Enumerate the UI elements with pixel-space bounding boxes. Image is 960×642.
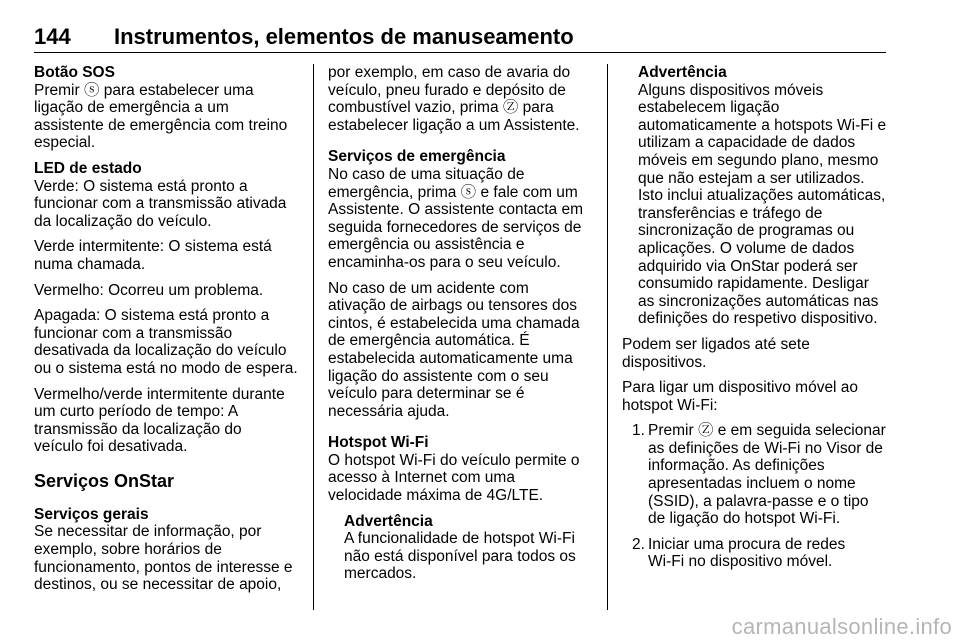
text-line: informação. As definições xyxy=(648,457,825,475)
text-line: mercados. xyxy=(344,565,417,583)
general-services-heading: Serviços gerais xyxy=(34,505,149,523)
list-item xyxy=(622,536,890,571)
emergency-heading: Serviços de emergência xyxy=(328,148,506,166)
text-line: de emergência automática. É xyxy=(328,332,530,350)
led-redgreen-text xyxy=(34,386,300,456)
text-line: ligação do assistente com o seu xyxy=(328,367,549,385)
text-line: estabelecem ligação xyxy=(638,99,780,117)
text-line: numa chamada. xyxy=(34,255,146,273)
column-3 xyxy=(622,64,890,571)
led-green-blink-text xyxy=(34,238,300,273)
list-item xyxy=(622,422,890,528)
text-line: Vermelho/verde intermitente durante xyxy=(34,385,285,403)
text-line: assistente de emergência com treino xyxy=(34,116,288,134)
text-line: Verde intermitente: O sistema está xyxy=(34,238,272,256)
led-red-text xyxy=(34,282,300,300)
text-line: necessária ajuda. xyxy=(328,402,450,420)
text-line: No caso de uma situação de xyxy=(328,165,525,183)
text-line: hotspot Wi-Fi: xyxy=(622,396,718,414)
step-text xyxy=(648,422,890,528)
text-line: funcionamento, pontos de interesse e xyxy=(34,558,293,576)
column-2 xyxy=(328,64,594,583)
text-line: Apagada: O sistema está pronto a xyxy=(34,307,270,325)
text-line: transmissão da localização do xyxy=(34,420,242,438)
connect-text xyxy=(622,379,890,414)
devices-text xyxy=(622,336,890,371)
text-line: No caso de um acidente com xyxy=(328,279,529,297)
warning-text-2 xyxy=(638,82,890,328)
led-green-text xyxy=(34,178,300,231)
text-line: exemplo, sobre horários de xyxy=(34,541,222,559)
step-number: 1. xyxy=(632,422,645,440)
text-line: Para ligar um dispositivo móvel ao xyxy=(622,379,859,397)
text-line: transferências e tráfego de xyxy=(638,204,823,222)
text-line: encaminha-os para o seu veículo. xyxy=(328,253,561,271)
text-line: veículo para determinar se é xyxy=(328,385,525,403)
warning-text-1 xyxy=(344,530,594,583)
text-line: ou o sistema está no modo de espera. xyxy=(34,359,298,377)
text-line: automaticamente a hotspots Wi-Fi e xyxy=(638,116,887,134)
text-line: ligação de emergência a um xyxy=(34,99,229,117)
text-line: por exemplo, em caso de avaria do xyxy=(328,64,571,81)
text-line: especial. xyxy=(34,134,96,152)
text-line: Alguns dispositivos móveis xyxy=(638,81,824,99)
onstar-section-heading: Serviços OnStar xyxy=(34,470,175,491)
text-line: não está disponível para todos os xyxy=(344,547,576,565)
text-line: estabelecida automaticamente uma xyxy=(328,349,573,367)
text-line: seguida fornecedores de serviços de xyxy=(328,218,582,236)
header-rule xyxy=(34,52,886,53)
text-line: definições do respetivo dispositivo. xyxy=(638,310,878,328)
text-line: estabelecer ligação a um Assistente. xyxy=(328,116,580,134)
hotspot-heading: Hotspot Wi-Fi xyxy=(328,434,429,452)
led-off-text xyxy=(34,307,300,377)
text-line: A funcionalidade de hotspot Wi-Fi xyxy=(344,530,575,548)
text-line: Isto inclui atualizações automáticas, xyxy=(638,187,886,205)
warning-note-1 xyxy=(328,513,594,583)
page-number: 144 xyxy=(34,24,71,49)
text-line: combustível vazio, prima Ⓩ para xyxy=(328,99,554,117)
page-title: Instrumentos, elementos de manuseamento xyxy=(114,24,574,49)
column-divider-1 xyxy=(313,64,314,610)
text-line: veículo, pneu furado e depósito de xyxy=(328,81,566,99)
text-line: Iniciar uma procura de redes xyxy=(648,535,846,553)
text-line: Verde: O sistema está pronto a xyxy=(34,177,248,195)
text-line: aplicações. O volume de dados xyxy=(638,239,855,257)
text-line: funcionar com a transmissão ativada xyxy=(34,195,287,213)
sos-text xyxy=(34,82,300,152)
warning-heading-1: Advertência xyxy=(344,512,433,530)
general-services-continued xyxy=(328,64,594,134)
text-line: emergência, prima ⓢ e fale com um xyxy=(328,183,578,201)
sos-heading: Botão SOS xyxy=(34,64,115,81)
text-line: as definições de Wi-Fi no Visor de xyxy=(648,439,883,457)
text-line: da localização do veículo. xyxy=(34,212,212,230)
hotspot-text xyxy=(328,452,594,505)
emergency-text xyxy=(328,166,594,272)
text-line: Vermelho: Ocorreu um problema. xyxy=(34,281,264,299)
text-line: Se necessitar de informação, por xyxy=(34,523,262,541)
text-line: veículo foi desativada. xyxy=(34,438,188,456)
column-divider-2 xyxy=(607,64,608,610)
text-line: Premir ⓢ para estabelecer uma xyxy=(34,81,254,99)
text-line: móveis em segundo plano, mesmo xyxy=(638,151,879,169)
step-text xyxy=(648,536,890,571)
column-1 xyxy=(34,64,300,594)
text-line: emergência ou assistência e xyxy=(328,236,525,254)
text-line: consumido rapidamente. Desligar xyxy=(638,275,869,293)
text-line: de ligação do hotspot Wi-Fi. xyxy=(648,510,841,528)
text-line: ativação de airbags ou tensores dos xyxy=(328,297,578,315)
step-number: 2. xyxy=(632,535,645,553)
general-services-text xyxy=(34,523,300,593)
warning-note-2 xyxy=(622,64,890,328)
text-line: dispositivos. xyxy=(622,353,707,371)
text-line: funcionar com a transmissão xyxy=(34,324,233,342)
text-line: Wi-Fi no dispositivo móvel. xyxy=(648,553,833,571)
accident-text xyxy=(328,280,594,421)
led-heading: LED de estado xyxy=(34,159,142,177)
text-line: apresentadas incluem o nome xyxy=(648,475,856,493)
text-line: velocidade máxima de 4G/LTE. xyxy=(328,487,544,505)
text-line: Premir Ⓩ e em seguida selecionar xyxy=(648,422,886,440)
text-line: que não estejam a ser utilizados. xyxy=(638,169,865,187)
text-line: sincronização de programas ou xyxy=(638,222,855,240)
text-line: utilizam a capacidade de dados xyxy=(638,134,856,152)
text-line: desativada da localização do veículo xyxy=(34,342,287,360)
text-line: Podem ser ligados até sete xyxy=(622,335,810,353)
text-line: (SSID), a palavra-passe e o tipo xyxy=(648,492,869,510)
page-header xyxy=(34,24,886,52)
text-line: acesso à Internet com uma xyxy=(328,469,515,487)
warning-heading-2: Advertência xyxy=(638,64,727,81)
text-line: um curto período de tempo: A xyxy=(34,403,239,421)
text-line: adquirido via OnStar poderá ser xyxy=(638,257,858,275)
text-line: Assistente. O assistente contacta em xyxy=(328,201,584,219)
text-line: destinos, ou se necessitar de apoio, xyxy=(34,576,282,594)
text-line: as sincronizações automáticas nas xyxy=(638,292,879,310)
text-line: O hotspot Wi-Fi do veículo permite o xyxy=(328,451,580,469)
text-line: cintos, é estabelecida uma chamada xyxy=(328,314,580,332)
watermark: carmanualsonline.info xyxy=(731,614,952,639)
